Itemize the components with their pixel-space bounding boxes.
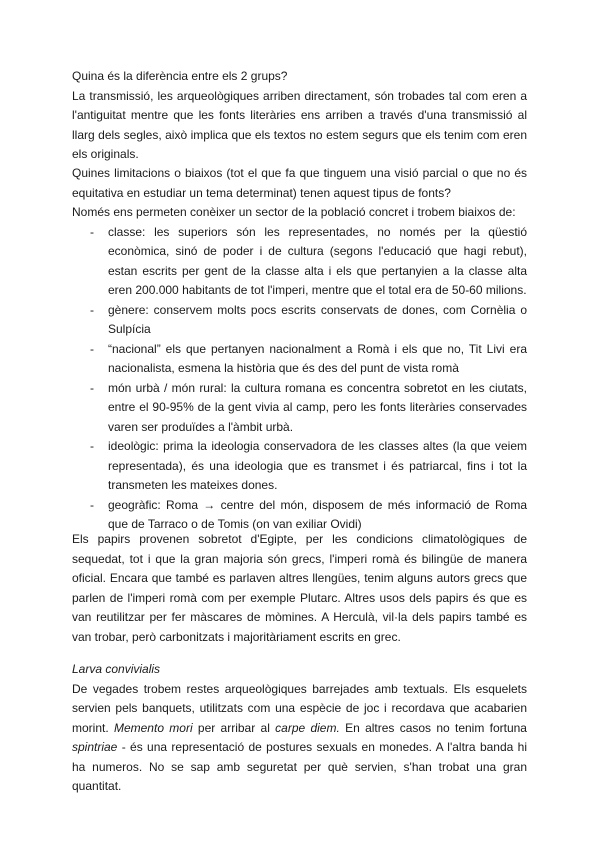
section-larva bbox=[72, 660, 527, 797]
list-item: - gènere: conservem molts pocs escrits conservats de dones, com Cornèlia o Sulpícia bbox=[90, 302, 527, 336]
answer-1: La transmissió, les arqueològiques arriben directament, són trobades tal com eren a l'antiguitat mentre que les fonts literàries ens arriben a través d'una transmissió al llarg dels segles, això implica que els textos no estem segurs que els tenim com eren els originals. bbox=[72, 88, 527, 161]
bias-list bbox=[72, 223, 527, 535]
list-item: - món urbà / món rural: la cultura romana es concentra sobretot en les ciutats, entre el 90-95% de la gent vivia al camp, pero les fonts literàries conservades varen ser produïdes a l'àmbit urbà. bbox=[90, 380, 527, 434]
list-item: - geogràfic: Roma → centre del món, disposem de més informació de Roma que de Tarraco o de Tomis (on van exiliar Ovidi) bbox=[90, 497, 527, 531]
papirs-paragraph: Els papirs provenen sobretot d'Egipte, per les condicions climatològiques de sequedat, tot i que la gran majoria són grecs, l'imperi romà és bilingüe de manera oficial. Encara que també es parlaven altres llengües, tenim alguns autors grecs que parlen de l'imperi romà com per exemple Plutarc. Altres usos dels papirs és que es van reutilitzar per fer màscares de mòmines. A Herculà, vil·la dels papirs també es van trobar, però carbonitzats i majoritàriament escrits en grec. bbox=[72, 532, 527, 644]
section-q2 bbox=[72, 164, 527, 535]
larva-paragraph: De vegades trobem restes arqueològiques barrejades amb textuals. Els esquelets servien pels banquets, utilitzats com una espècie de joc i recordava que acabarien morint. Memento mori per arribar al carpe diem. En altres casos no tenim fortuna spintriae - és una representació de postures sexuals en monedes. A l'altra banda hi ha numeros. No se sap amb seguretat per què servien, s'han trobat una gran quantitat. bbox=[72, 681, 527, 793]
larva-title: Larva convivialis bbox=[72, 662, 161, 676]
question-2: Quines limitacions o biaixos (tot el que fa que tinguem una visió parcial o que no és equitativa en estudiar un tema determinat) tenen aquest tipus de fonts? bbox=[72, 166, 527, 200]
list-item: - “nacional” els que pertanyen nacionalment a Romà i els que no, Tit Livi era nacionalista, esmena la història que és des del punt de vista romà bbox=[90, 341, 527, 375]
question-1: Quina és la diferència entre els 2 grups? bbox=[72, 69, 288, 83]
section-q1 bbox=[72, 67, 527, 165]
list-item: - ideològic: prima la ideologia conservadora de les classes altes (la que veiem representada), és una ideologia que es transmet i és patriarcal, fins i tot la transmeten les mateixes dones. bbox=[90, 439, 527, 492]
list-item: - classe: les superiors són les representades, no només per la qüestió econòmica, sinó de poder i de cultura (segons l'educació que hagi rebut), estan escrits per gent de la classe alta i els que pertanyien a la classe alta eren 200.000 habitants de tot l'imperi, mentre que el total era de 50-60 milions. bbox=[90, 224, 527, 297]
bias-intro: Només ens permeten conèixer un sector de la població concret i trobem biaixos de: bbox=[72, 205, 516, 219]
section-papirs bbox=[72, 530, 527, 647]
